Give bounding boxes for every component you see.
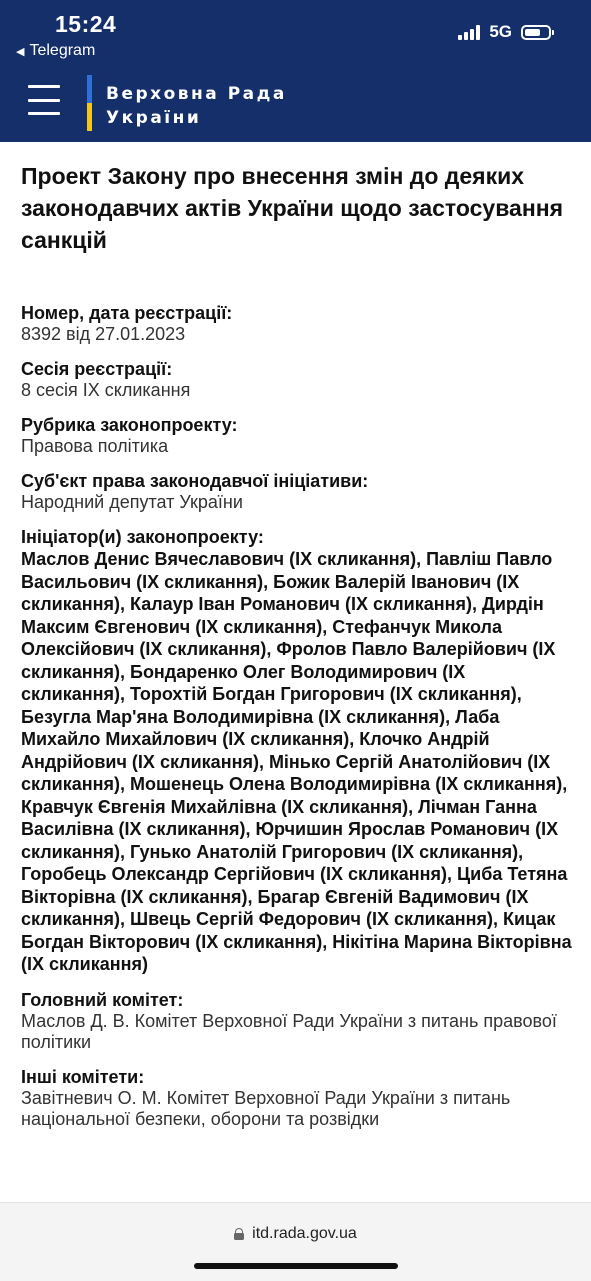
- field-label: Рубрика законопроекту:: [21, 415, 238, 435]
- browser-address-bar[interactable]: [0, 1202, 591, 1281]
- site-header: [0, 0, 591, 142]
- field-value: 8392 від 27.01.2023: [21, 324, 186, 344]
- back-app-label: Telegram: [29, 42, 96, 59]
- field-value: Маслов Д. В. Комітет Верховної Ради України з питань правової політики: [21, 1010, 557, 1052]
- field-session: [21, 359, 573, 401]
- battery-level-fill: [525, 29, 540, 36]
- field-registration: [21, 303, 573, 345]
- bill-fields: [21, 303, 573, 1130]
- field-value: Правова політика: [21, 436, 169, 456]
- field-subject: [21, 471, 573, 513]
- cellular-signal-icon: [458, 25, 480, 40]
- field-rubric: [21, 415, 573, 457]
- field-label: Інші комітети:: [21, 1066, 145, 1087]
- flag-stripe-logo: [87, 75, 92, 131]
- status-time: 15:24: [55, 11, 117, 37]
- field-main-committee: [21, 990, 573, 1053]
- back-to-telegram-link[interactable]: [16, 42, 95, 60]
- back-triangle-icon: ◀: [16, 45, 25, 58]
- field-value: Завітневич О. М. Комітет Верховної Ради України з питань національної безпеки, оборони та розвідки: [21, 1087, 511, 1129]
- field-other-committees: [21, 1067, 573, 1130]
- logo-line-2: України: [106, 108, 202, 128]
- status-indicators: [458, 22, 551, 42]
- field-label: Номер, дата реєстрації:: [21, 303, 233, 323]
- field-label: Сесія реєстрації:: [21, 359, 173, 379]
- field-initiators: [21, 527, 573, 976]
- url-row[interactable]: [0, 1225, 591, 1243]
- field-value: 8 сесія IX скликання: [21, 380, 191, 400]
- hamburger-menu-icon[interactable]: [28, 85, 60, 115]
- logo-line-1: Верховна Рада: [106, 84, 287, 104]
- page-title: Проект Закону про внесення змін до деяких законодавчих актів України щодо застосування санкцій: [21, 163, 564, 253]
- field-label: Ініціатор(и) законопроекту:: [21, 527, 264, 547]
- site-logo-text[interactable]: [106, 82, 287, 130]
- field-value: Народний депутат України: [21, 492, 243, 512]
- field-label: Суб'єкт права законодавчої ініціативи:: [21, 471, 369, 491]
- initiators-list[interactable]: Маслов Денис Вячеславович (IX скликання), Павліш Павло Васильович (IX скликання), Божик Валерій Іванович (IX скликання), Калаур Іван Романович (IX скликання), Дирдін Максим Євгенович (IX скликання), Стефанчук Микола Олексійович (IX скликання), Фролов Павло Валерійович (IX скликання), Бондаренко Олег Володимирович (IX скликання), Торохтій Богдан Григорович (IX скликання), Безугла Мар'яна Володимирівна (IX скликання), Лаба Михайло Михайлович (IX скликання), Клочко Андрій Андрійович (IX скликання), Мінько Сергій Анатолійович (IX скликання), Мошенець Олена Володимирівна (IX скликання), Кравчук Євгенія Михайлівна (IX скликання), Лічман Ганна Василівна (IX скликання), Юрчишин Ярослав Романович (IX скликання), Гунько Анатолій Григорович (IX скликання), Горобець Олександр Сергійович (IX скликання), Циба Тетяна Вікторівна (IX скликання), Брагар Євгеній Вадимович (IX скликання), Швець Сергій Федорович (IX скликання), Кицак Богдан Вікторович (IX скликання), Нікітіна Марина Вікторівна (IX скликання): [21, 549, 572, 974]
- lock-icon: [234, 1228, 244, 1240]
- home-indicator[interactable]: [194, 1263, 398, 1269]
- battery-icon: [521, 25, 551, 40]
- url-text: itd.rada.gov.ua: [252, 1225, 357, 1242]
- field-label: Головний комітет:: [21, 989, 184, 1010]
- bill-card: [21, 160, 573, 1144]
- network-type-label: 5G: [489, 22, 512, 41]
